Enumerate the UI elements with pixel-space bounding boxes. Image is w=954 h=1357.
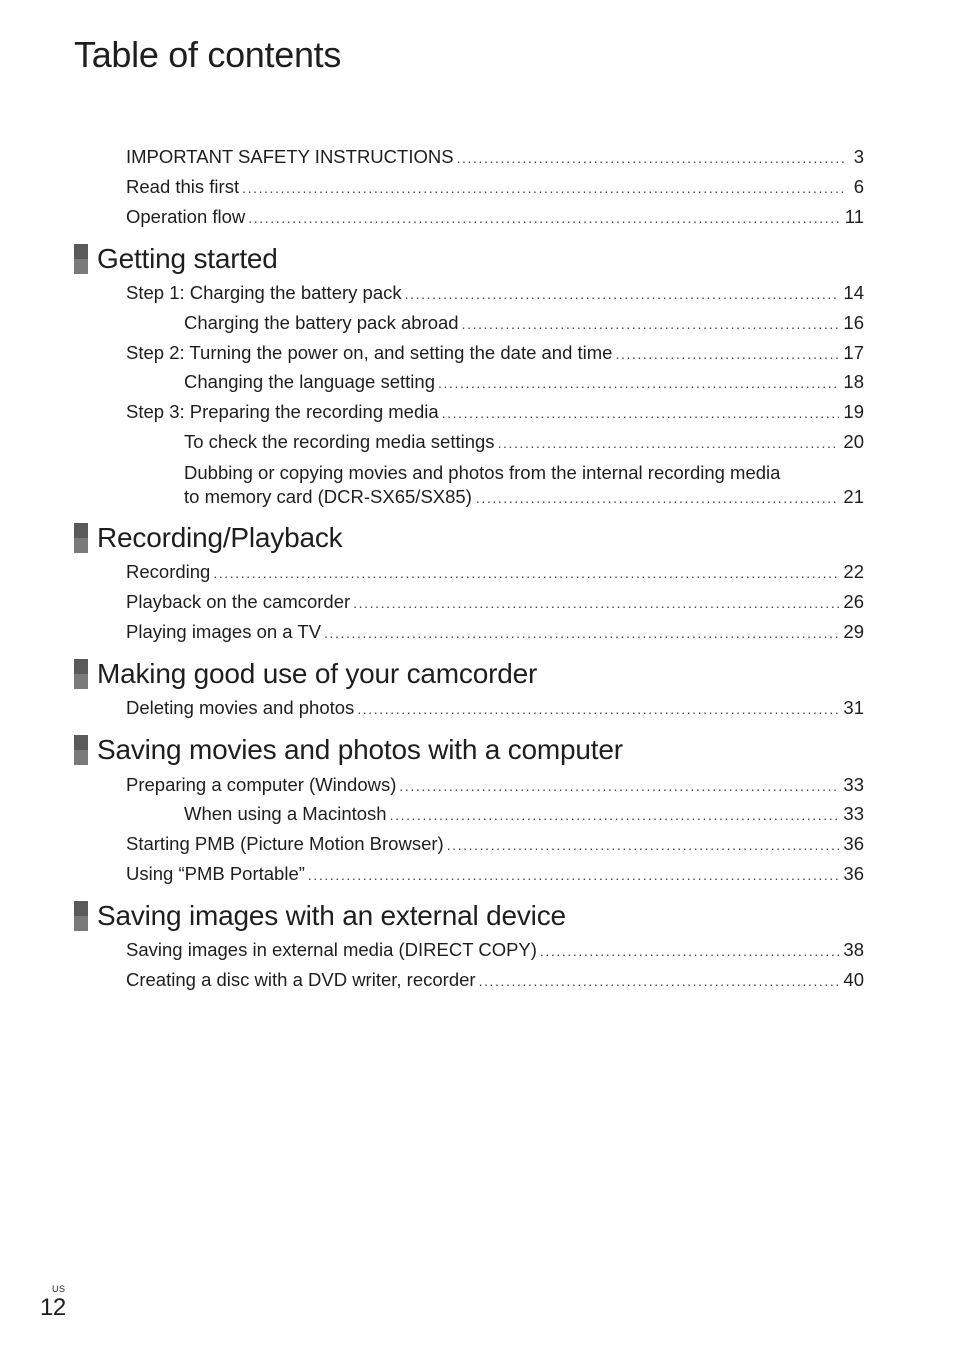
toc-entry-label: When using a Macintosh	[184, 803, 387, 824]
toc-entry[interactable]	[126, 832, 864, 856]
leader-dots	[353, 591, 839, 615]
leader-dots	[615, 342, 839, 366]
toc-entry-label: Operation flow	[126, 206, 246, 227]
toc-subentry[interactable]	[184, 802, 864, 826]
toc-entry[interactable]	[126, 696, 864, 720]
toc-entry[interactable]	[126, 773, 864, 797]
leader-dots	[324, 621, 839, 645]
toc-entry-label: Changing the language setting	[184, 371, 435, 392]
toc-entry-page: 33	[843, 774, 864, 795]
leader-dots	[462, 312, 840, 336]
section-heading-saving-with-computer[interactable]	[74, 733, 623, 767]
leader-dots	[399, 774, 839, 798]
toc-entry-page: 29	[843, 621, 864, 642]
toc-entry-page: 26	[843, 591, 864, 612]
toc-entry[interactable]	[126, 968, 864, 992]
toc-entry-page: 38	[843, 939, 864, 960]
section-title: Saving images with an external device	[97, 900, 566, 931]
section-title: Recording/Playback	[97, 522, 343, 553]
section-marker-icon	[74, 523, 88, 553]
toc-entry[interactable]	[126, 175, 864, 199]
section-heading-saving-external-device[interactable]	[74, 899, 566, 933]
toc-subentry[interactable]	[184, 311, 864, 335]
toc-entry-label: IMPORTANT SAFETY INSTRUCTIONS	[126, 146, 454, 167]
toc-entry-page: 17	[843, 342, 864, 363]
toc-entry-label: Using “PMB Portable”	[126, 863, 305, 884]
section-heading-getting-started[interactable]	[74, 242, 278, 276]
toc-entry-label: Playing images on a TV	[126, 621, 322, 642]
section-title: Saving movies and photos with a computer	[97, 734, 623, 765]
toc-entry-label: Step 1: Charging the battery pack	[126, 282, 402, 303]
toc-entry-page: 21	[843, 486, 864, 507]
leader-dots	[479, 969, 840, 993]
leader-dots	[457, 146, 846, 170]
toc-entry-label: Preparing a computer (Windows)	[126, 774, 397, 795]
toc-entry[interactable]	[126, 590, 864, 614]
toc-entry-label: Recording	[126, 561, 211, 582]
toc-entry-page: 6	[853, 176, 864, 197]
section-marker-icon	[74, 735, 88, 765]
leader-dots	[357, 697, 839, 721]
toc-entry[interactable]	[126, 938, 864, 962]
toc-entry-label: Read this first	[126, 176, 240, 197]
toc-entry-label-line2: to memory card (DCR-SX65/SX85)	[184, 486, 472, 507]
leader-dots	[242, 176, 846, 200]
toc-entry-page: 40	[843, 969, 864, 990]
toc-entry-page: 36	[843, 863, 864, 884]
section-marker-icon	[74, 244, 88, 274]
toc-entry[interactable]	[126, 862, 864, 886]
leader-dots	[498, 431, 840, 455]
toc-entry-label: Creating a disc with a DVD writer, recorder	[126, 969, 476, 990]
toc-entry-label: Step 2: Turning the power on, and setting the date and time	[126, 342, 613, 363]
section-title: Getting started	[97, 243, 278, 274]
toc-entry-label: Step 3: Preparing the recording media	[126, 401, 439, 422]
section-marker-icon	[74, 659, 88, 689]
toc-entry-page: 31	[843, 697, 864, 718]
toc-subentry[interactable]	[184, 461, 864, 510]
toc-entry-label: Deleting movies and photos	[126, 697, 355, 718]
leader-dots	[447, 833, 840, 857]
toc-entry[interactable]	[126, 620, 864, 644]
page-number: 12	[40, 1294, 66, 1321]
toc-entry[interactable]	[126, 145, 864, 169]
leader-dots	[476, 486, 840, 510]
toc-subentry[interactable]	[184, 430, 864, 454]
toc-entry-page: 3	[853, 146, 864, 167]
toc-entry[interactable]	[126, 205, 864, 229]
section-heading-recording-playback[interactable]	[74, 521, 342, 555]
toc-entry[interactable]	[126, 281, 864, 305]
toc-entry-label: Saving images in external media (DIRECT COPY)	[126, 939, 537, 960]
leader-dots	[405, 282, 840, 306]
toc-entry-label: To check the recording media settings	[184, 431, 495, 452]
toc-entry-page: 19	[843, 401, 864, 422]
toc-entry-page: 22	[843, 561, 864, 582]
toc-entry[interactable]	[126, 400, 864, 424]
leader-dots	[438, 371, 839, 395]
leader-dots	[442, 401, 840, 425]
toc-entry[interactable]	[126, 560, 864, 584]
toc-entry-label: Charging the battery pack abroad	[184, 312, 459, 333]
toc-entry[interactable]	[126, 341, 864, 365]
toc-entry-label: Starting PMB (Picture Motion Browser)	[126, 833, 444, 854]
section-heading-making-good-use[interactable]	[74, 657, 537, 691]
toc-entry-page: 20	[843, 431, 864, 452]
leader-dots	[248, 206, 840, 230]
toc-entry-label: Playback on the camcorder	[126, 591, 351, 612]
leader-dots	[390, 803, 840, 827]
toc-entry-page: 14	[843, 282, 864, 303]
toc-entry-page: 16	[843, 312, 864, 333]
toc-entry-label-line1: Dubbing or copying movies and photos from the internal recording media	[184, 462, 781, 483]
toc-subentry[interactable]	[184, 370, 864, 394]
toc-entry-page: 36	[843, 833, 864, 854]
leader-dots	[213, 561, 839, 585]
toc-entry-page: 33	[843, 803, 864, 824]
toc-entry-page: 11	[844, 206, 864, 227]
section-marker-icon	[74, 901, 88, 931]
leader-dots	[308, 863, 840, 887]
region-code: US	[52, 1284, 66, 1294]
section-title: Making good use of your camcorder	[97, 658, 538, 689]
toc-entry-page: 18	[843, 371, 864, 392]
leader-dots	[540, 939, 840, 963]
page-title: Table of contents	[74, 34, 342, 75]
